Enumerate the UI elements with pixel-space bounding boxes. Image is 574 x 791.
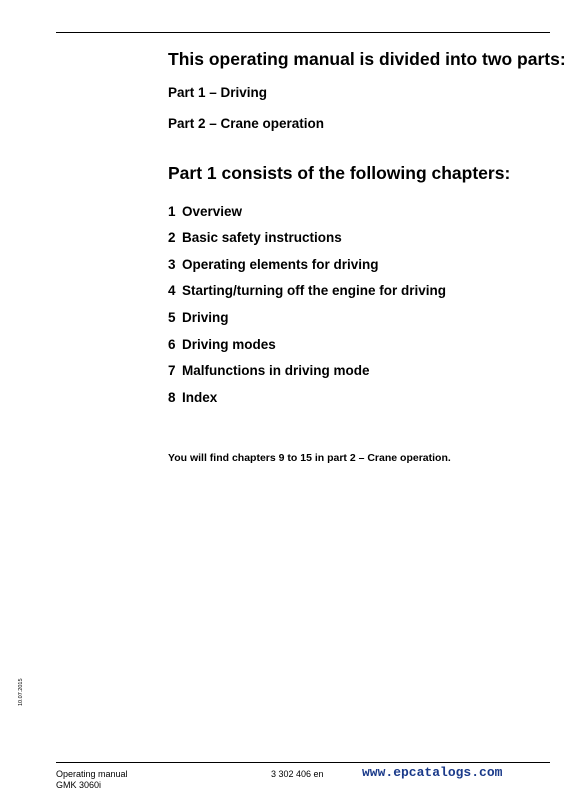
- chapter-title: Driving: [182, 310, 229, 325]
- chapter-item: [168, 337, 276, 352]
- header-rule: [56, 32, 550, 33]
- footer-rule: [56, 762, 550, 763]
- chapter-title: Starting/turning off the engine for driving: [182, 283, 446, 298]
- chapter-title: Operating elements for driving: [182, 257, 379, 272]
- side-date: 10.07.2015: [18, 678, 24, 706]
- chapter-number: 6: [168, 337, 176, 352]
- chapter-title: Driving modes: [182, 337, 276, 352]
- chapter-number: 4: [168, 283, 176, 298]
- chapter-item: [168, 310, 229, 325]
- website-link[interactable]: www.epcatalogs.com: [362, 765, 503, 780]
- part-1-label: Part 1 – Driving: [168, 85, 268, 100]
- chapter-title: Basic safety instructions: [182, 230, 342, 245]
- chapter-item: [168, 363, 370, 378]
- chapter-number: 3: [168, 257, 176, 272]
- footer-doc-number: 3 302 406 en: [271, 769, 324, 779]
- chapter-item: [168, 390, 217, 405]
- part-2-label: Part 2 – Crane operation: [168, 116, 325, 131]
- chapter-title: Malfunctions in driving mode: [182, 363, 370, 378]
- chapter-item: [168, 283, 446, 298]
- chapter-item: [168, 204, 242, 219]
- chapter-title: Index: [182, 390, 218, 405]
- parts-heading: This operating manual is divided into two parts:: [168, 49, 566, 69]
- chapters-heading: Part 1 consists of the following chapters:: [168, 163, 511, 183]
- chapter-number: 1: [168, 204, 176, 219]
- chapter-item: [168, 257, 379, 272]
- chapter-item: [168, 230, 342, 245]
- chapter-number: 8: [168, 390, 176, 405]
- chapter-number: 7: [168, 363, 176, 378]
- chapter-title: Overview: [182, 204, 243, 219]
- footer-model: GMK 3060i: [56, 780, 102, 790]
- part-2-note: You will find chapters 9 to 15 in part 2 – Crane operation.: [168, 452, 451, 464]
- footer-doc-type: Operating manual: [56, 769, 128, 779]
- chapter-number: 2: [168, 230, 176, 245]
- chapter-number: 5: [168, 310, 176, 325]
